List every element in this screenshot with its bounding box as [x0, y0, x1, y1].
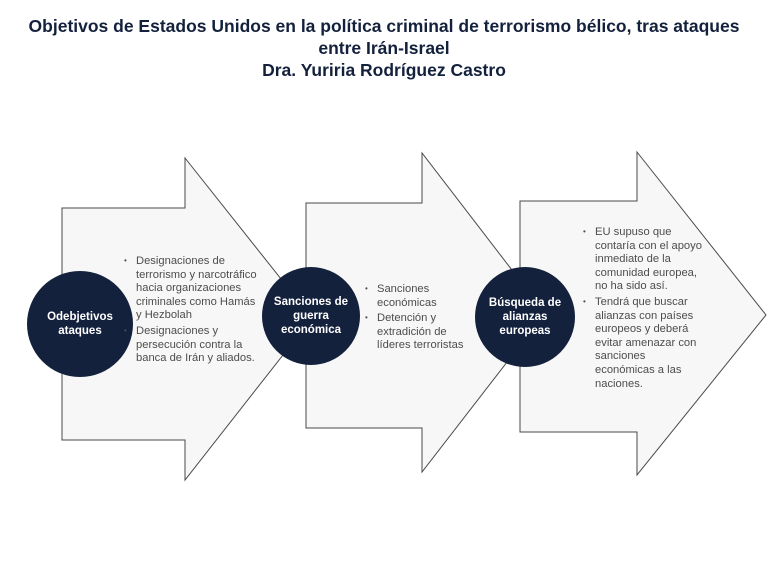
step-bullets-1	[124, 255, 259, 368]
bullet-item: • Designaciones y persecución contra la banca de Irán y aliados.	[124, 325, 259, 366]
step-circle-3	[475, 267, 575, 367]
title-line-2: entre Irán-Israel	[318, 38, 450, 58]
step-label-2: Sanciones de guerra económica	[273, 296, 349, 336]
step-label-1: Odebjetivos ataques	[47, 311, 113, 337]
bullet-item: • Sanciones económicas	[365, 283, 480, 310]
step-label-3: Búsqueda de alianzas europeas	[488, 297, 562, 337]
bullet-item: • Designaciones de terrorismo y narcotráfico hacia organizaciones criminales como Hamás y Hezbolah	[124, 255, 259, 323]
bullet-item: • Detención y extradición de líderes terroristas	[365, 312, 480, 353]
step-bullets-3	[583, 226, 708, 393]
title-line-1: Objetivos de Estados Unidos en la política criminal de terrorismo bélico, tras ataques	[28, 16, 740, 36]
step-circle-2	[262, 267, 360, 365]
bullet-item: • Tendrá que buscar alianzas con países europeos y deberá evitar amenazar con sanciones económicas a las naciones.	[583, 296, 708, 391]
title-line-3: Dra. Yuriria Rodríguez Castro	[262, 60, 506, 80]
step-circle-1	[27, 271, 133, 377]
step-bullets-2	[365, 283, 480, 355]
bullet-item: • EU supuso que contaría con el apoyo inmediato de la comunidad europea, no ha sido así.	[583, 226, 708, 294]
